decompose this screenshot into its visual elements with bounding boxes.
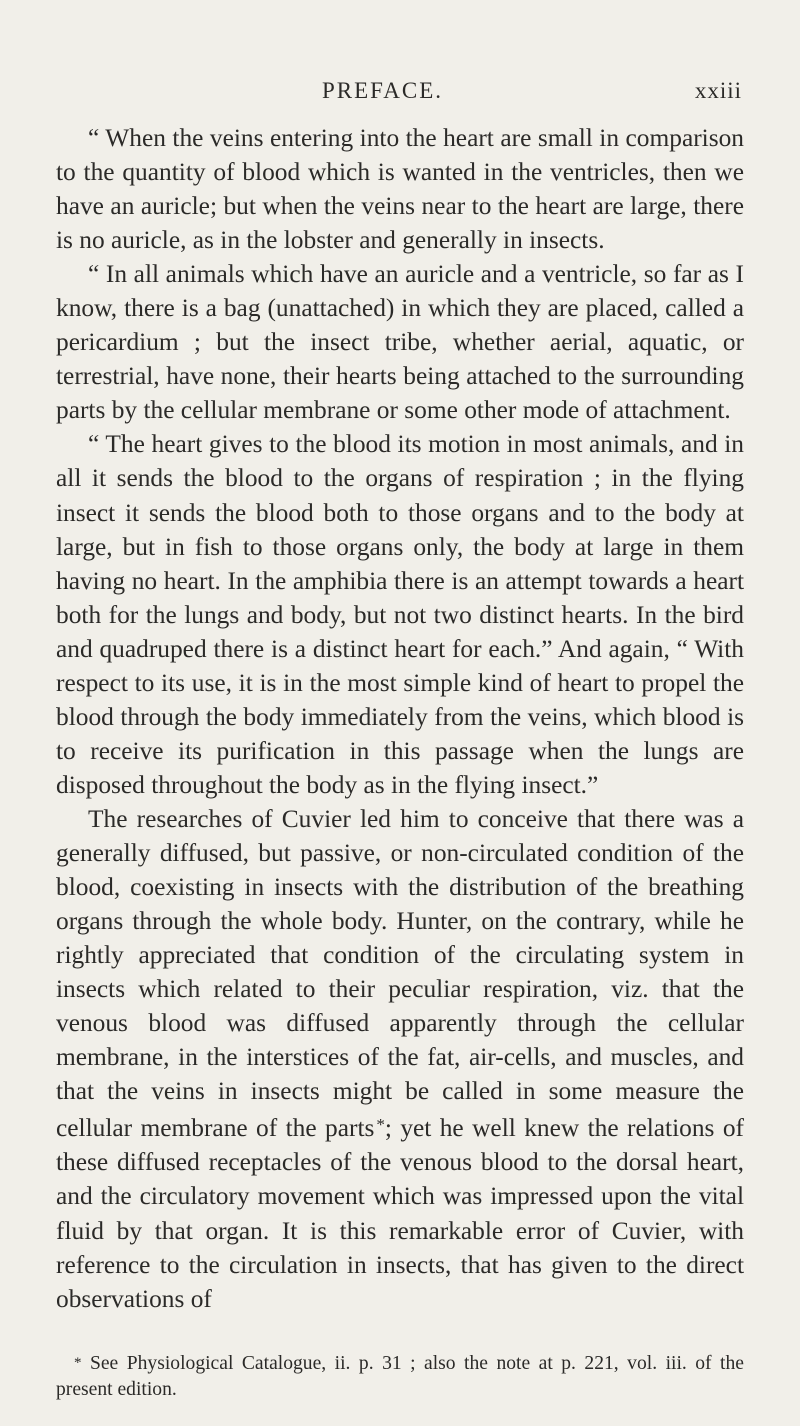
footnote-mark: * [74,1355,82,1371]
paragraph-heart-motion: “ The heart gives to the blood its motion in most animals, and in all it sends the blood to the organs of respiration ; in the flying insect it sends the blood both to those organs and to the body at large, but in fish to those organs only, the body at large in them having no heart. In the amphibia there is an attempt towards a heart both for the lungs and body, but not two distinct hearts. In the bird and quadruped there is a distinct heart for each.” And again, “ With respect to its use, it is in the most simple kind of heart to propel the blood through the body immediately from the veins, which blood is to receive its purification in this passage when the lungs are disposed throughout the body as in the flying insect.” [56,430,744,799]
footnote-text: See Physiological Catalogue, ii. p. 31 ; also the note at p. 221, vol. iii. of the present edition. [56,1353,744,1400]
paragraph-pericardium: “ In all animals which have an auricle and a ventricle, so far as I know, there is a bag (unattached) in which they are placed, called a pericardium ; but the insect tribe, whether aerial, aquatic, or terrestrial, have none, their hearts being attached to the surrounding parts by the cellular membrane or some other mode of attachment. [56,260,744,425]
page-header [0,78,800,112]
page-number: xxiii [694,78,742,103]
paragraph-auricle: “ When the veins entering into the heart are small in comparison to the quantity of blood which is wanted in the ventricles, then we have an auricle; but when the veins near to the heart are large, there is no auricle, as in the lobster and generally in insects. [56,124,744,255]
paragraph-cuvier [56,802,744,1316]
running-head: PREFACE. [322,78,444,103]
body-text [56,121,744,1316]
paragraph-cuvier-tail: ; yet he well knew the relations of these diffused receptacles of the venous blood to the dorsal heart, and the circulatory movement which was impressed upon the vital fluid by that organ. It is this remarkable error of Cuvier, with reference to the circulation in insects, that has given to the direct observations of [56,1114,744,1313]
paragraph-cuvier-text: The researches of Cuvier led him to conceive that there was a generally diffused, but passive, or non-circulated condition of the blood, coexisting in insects with the distribution of the breathing organs through the whole body. Hunter, on the contrary, while he rightly appreciated that condition of the circulating system in insects which related to their peculiar respiration, viz. that the venous blood was diffused apparently through the cellular membrane, in the interstices of the fat, air-cells, and muscles, and that the veins in insects might be called in some measure the cellular membrane of the parts [56,804,744,1143]
footnote-reference: * [376,1115,385,1135]
footnote [56,1350,744,1403]
